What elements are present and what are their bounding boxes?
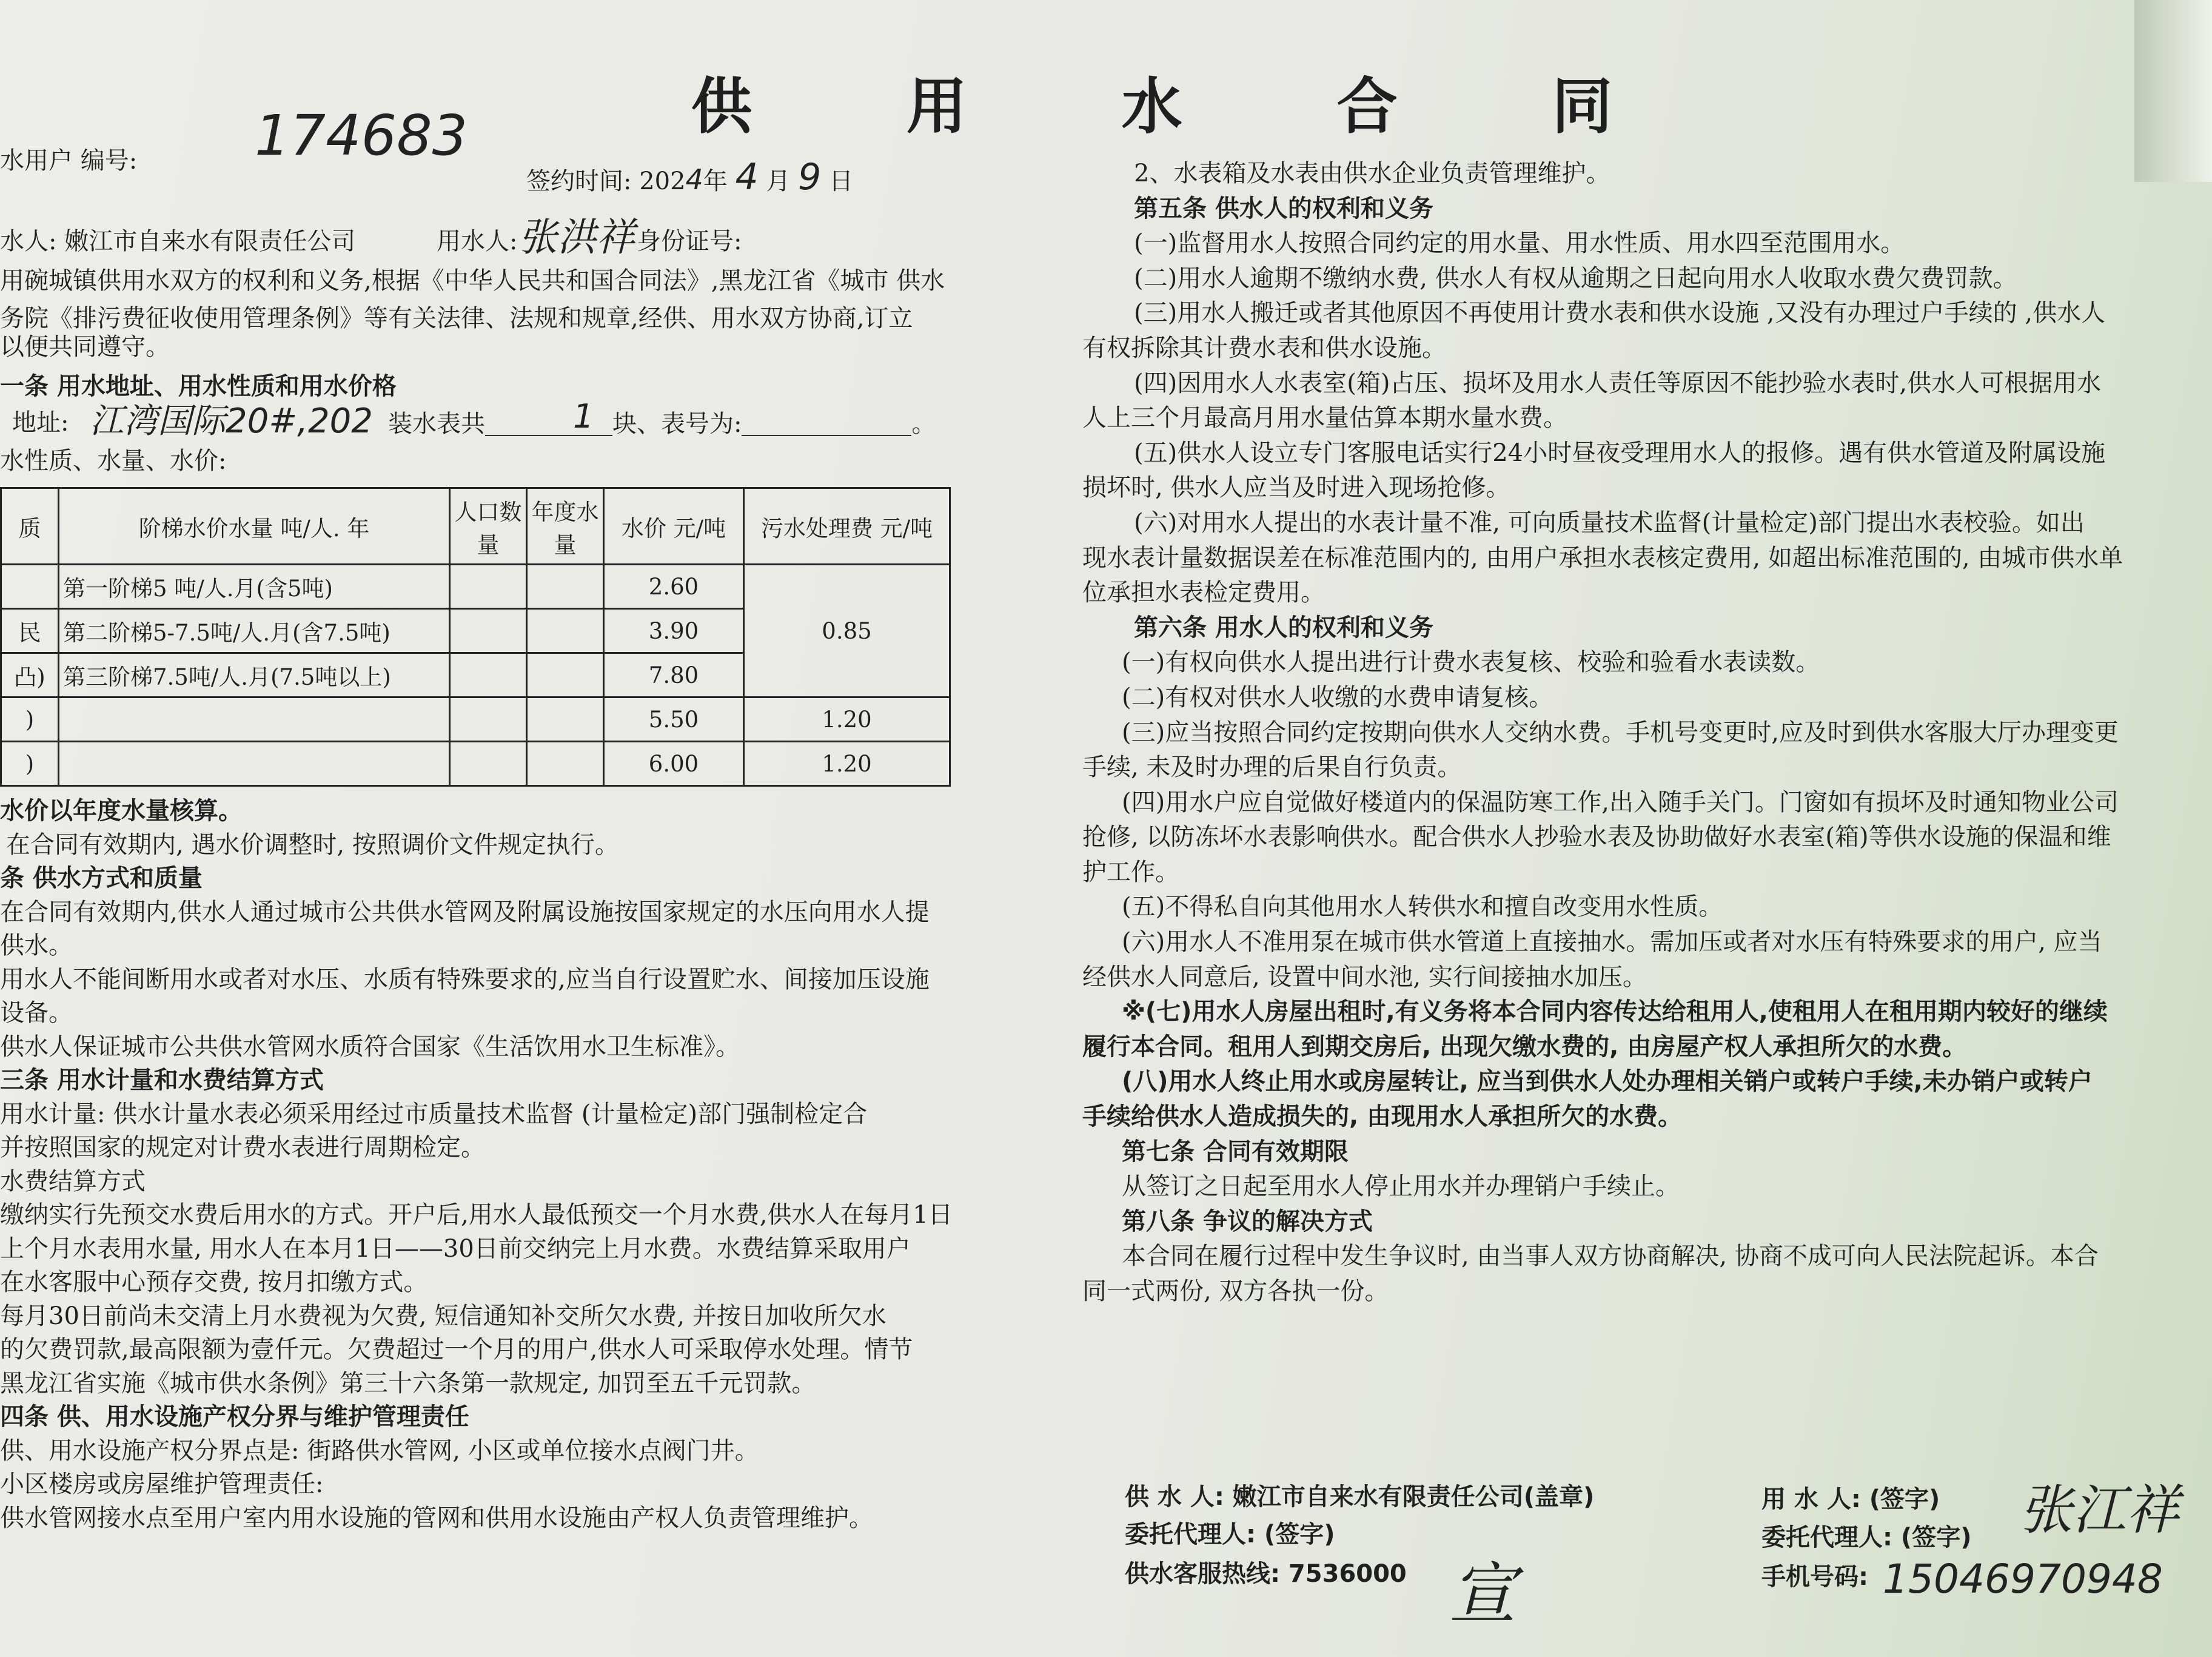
left-line: 并按照国家的规定对计费水表进行周期检定。 [0,1134,485,1161]
table-cell [527,565,604,609]
supplier-signature-label: 供 水 人: 嫩江市自来水有限责任公司(盖章) [1125,1483,1595,1511]
left-body [0,795,970,1535]
table-cell: 2.60 [604,565,744,609]
table-cell [59,697,450,742]
table-cell [450,653,527,697]
table-cell [527,697,604,742]
right-line: 履行本合同。租用人到期交房后, 出现欠缴水费的, 由房屋产权人承担所欠的水费。 [1082,1032,1967,1061]
user-name-handwritten: 张洪祥 [518,215,635,260]
right-line: 同一式两份, 双方各执一份。 [1082,1277,1389,1305]
right-line: (二)用水人逾期不缴纳水费, 供水人有权从逾期之日起向用水人收取水费欠费罚款。 [1134,264,2017,292]
page-curl [2134,0,2212,182]
right-line: 本合同在履行过程中发生争议时, 由当事人双方协商解决, 协商不成可向人民法院起诉。本合 [1122,1242,2099,1271]
meter-count-label: 装水表共 [388,410,485,438]
address-handwritten: 江湾国际20#,202 [90,402,373,441]
left-line: 四条 供、用水设施产权分界与维护管理责任 [0,1403,469,1431]
left-line: 每月30日前尚未交清上月水费视为欠费, 短信通知补交所欠水费, 并按日加收所欠水 [0,1302,886,1330]
right-line: 手续给供水人造成损失的, 由现用水人承担所欠的水费。 [1082,1103,1683,1131]
document-title: 供 用 水 合 同 [691,71,1680,142]
table-cell: 3.90 [604,609,744,653]
user-no-label: 水用户 编号: [0,147,138,175]
intro-line: 用碗城镇供用水双方的权利和义务,根据《中华人民共和国合同法》,黑龙江省《城市 供水 [0,267,945,295]
sign-year-hw: 4 [685,163,703,196]
right-line: 现水表计量数据误差在标准范围内的, 由用户承担水表核定费用, 如超出标准范围的, 由城市供水单 [1082,543,2123,572]
address-label: 地址: [12,409,69,437]
user-signature-handwritten: 张江祥 [2019,1479,2180,1541]
table-cell: 第三阶梯7.5吨/人.月(7.5吨以上) [59,653,450,697]
table-row [1,742,950,786]
article-1-title: 一条 用水地址、用水性质和用水价格 [0,372,397,400]
left-line: 缴纳实行先预交水费后用水的方式。开户后,用水人最低预交一个月水费,供水人在每月1日 [0,1201,953,1229]
table-cell [450,609,527,653]
address-end: 。 [911,410,936,438]
table-cell [450,565,527,609]
table-cell [1,565,59,609]
table-cell [59,742,450,786]
user-signature-label: 用 水 人: (签字) [1761,1485,1940,1513]
table-header-cell: 阶梯水价水量 吨/人. 年 [59,488,450,565]
right-line: (三)应当按照合同约定按期向供水人交纳水费。手机号变更时,应及时到供水客服大厅办理变更 [1122,718,2119,747]
table-cell: ) [1,697,59,742]
table-cell [450,742,527,786]
right-line: (三)用水人搬迁或者其他原因不再使用计费水表和供水设施 ,又没有办理过户手续的 ,供水人 [1134,299,2106,328]
id-label: 身份证号: [637,227,742,255]
right-line: (五)不得私自向其他用水人转供水和擅自改变用水性质。 [1122,893,1723,921]
table-header-cell: 年度水量 [527,488,604,565]
table-cell: 第一阶梯5 吨/人.月(含5吨) [59,565,450,609]
left-line: 用水计量: 供水计量水表必须采用经过市质量技术监督 (计量检定)部门强制检定合 [0,1100,868,1128]
table-cell: 1.20 [744,742,950,786]
table-header-cell: 人口数量 [450,488,527,565]
right-line: 损坏时, 供水人应当及时进入现场抢修。 [1082,474,1510,502]
sign-year-suffix: 年 [703,167,728,195]
sign-day-suffix: 日 [829,167,854,195]
left-line: 供、用水设施产权分界点是: 街路供水管网, 小区或单位接水点阀门井。 [0,1436,759,1465]
user-no-handwritten: 174683 [255,103,468,168]
right-line: ※(七)用水人房屋出租时,有义务将本合同内容传达给租用人,使租用人在租用期内较好的继续 [1122,998,2108,1026]
right-line: 位承担水表检定费用。 [1082,579,1325,607]
user-agent-label: 委托代理人: (签字) [1761,1524,1972,1551]
table-cell-sewage: 0.85 [744,565,950,697]
intro-line: 务院《排污费征收使用管理条例》等有关法律、法规和规章,经供、用水双方协商,订立 [0,304,913,332]
meter-no-blank [742,411,911,436]
left-line: 三条 用水计量和水费结算方式 [0,1066,324,1094]
table-header-row [1,488,950,565]
left-line: 黑龙江省实施《城市供水条例》第三十六条第一款规定, 加罚至五千元罚款。 [0,1369,816,1397]
right-line: (六)对用水人提出的水表计量不准, 可向质量技术监督(计量检定)部门提出水表校验。如出 [1134,508,2085,537]
table-cell: 1.20 [744,697,950,742]
water-rate-table [0,487,951,787]
right-line: 有权拆除其计费水表和供水设施。 [1082,334,1446,362]
left-line: 在水客服中心预存交费, 按月扣缴方式。 [0,1268,428,1296]
left-line: 供水人保证城市公共供水管网水质符合国家《生活饮用水卫生标准》。 [0,1032,740,1061]
right-line: (五)供水人设立专门客服电话实行24小时昼夜受理用水人的报修。遇有供水管道及附属设施 [1134,439,2106,467]
left-line: 设备。 [0,999,73,1027]
right-body [1082,156,2192,1309]
left-line: 在合同有效期内,供水人通过城市公共供水管网及附属设施按国家规定的水压向用水人提 [0,898,930,926]
table-cell: ) [1,742,59,786]
sign-month-suffix: 月 [766,167,791,195]
meter-unit-label: 块、表号为: [612,410,742,438]
right-line: 抢修, 以防冻坏水表影响供水。配合供水人抄验水表及协助做好水表室(箱)等供水设施的保温和维 [1082,823,2111,852]
left-line: 的欠费罚款,最高限额为壹仟元。欠费超过一个月的用户,供水人可采取停水处理。情节 [0,1336,913,1363]
left-line: 水费结算方式 [0,1167,146,1195]
sign-day-hw: 9 [798,156,822,198]
table-cell [527,653,604,697]
table-header-cell: 污水处理费 元/吨 [744,488,950,565]
phone-handwritten: 15046970948 [1883,1556,2163,1602]
left-line: 用水人不能间断用水或者对水压、水质有特殊要求的,应当自行设置贮水、间接加压设施 [0,965,930,993]
right-line: (二)有权对供水人收缴的水费申请复核。 [1122,683,1553,711]
table-cell: 第二阶梯5-7.5吨/人.月(含7.5吨) [59,609,450,653]
left-line: 水价以年度水量核算。 [0,797,243,825]
right-line: (一)有权向供水人提出进行计费水表复核、校验和验看水表读数。 [1122,648,1820,677]
right-line: 第七条 合同有效期限 [1122,1137,1349,1166]
hotline-label: 供水客服热线: 7536000 [1125,1560,1407,1588]
left-line: 在合同有效期内, 遇水价调整时, 按照调价文件规定执行。 [6,830,619,859]
user-label: 用水人: [437,227,518,255]
left-line: 供水管网接水点至用户室内用水设施的管网和供用水设施由产权人负责管理维护。 [0,1504,873,1532]
supplier-line: 水人: 嫩江市自来水有限责任公司 [0,227,356,255]
right-line: (四)因用水人水表室(箱)占压、损坏及用水人责任等原因不能抄验水表时,供水人可根据用水 [1134,369,2102,397]
phone-label: 手机号码: [1761,1563,1868,1591]
right-line: (六)用水人不准用泵在城市供水管道上直接抽水。需加压或者对水压有特殊要求的用户, 应当 [1122,928,2102,956]
meter-label [388,411,936,436]
sign-date [526,156,854,198]
table-header-cell: 质 [1,488,59,565]
right-line: 2、水表箱及水表由供水企业负责管理维护。 [1134,160,1610,187]
right-line: 第八条 争议的解决方式 [1122,1207,1373,1235]
table-header-cell: 水价 元/吨 [604,488,744,565]
right-line: 手续, 未及时办理的后果自行负责。 [1082,753,1462,782]
table-cell [527,742,604,786]
right-line: (四)用水户应自觉做好楼道内的保温防寒工作,出入随手关门。门窗如有损坏及时通知物业公司 [1122,788,2119,816]
right-line: 人上三个月最高月用水量估算本期水量水费。 [1082,404,1567,432]
right-line: 护工作。 [1082,858,1179,886]
supplier-mark-handwritten: 宣 [1449,1555,1516,1633]
table-cell [527,609,604,653]
meter-count-handwritten: 1 [573,397,594,435]
table-cell: 6.00 [604,742,744,786]
table-cell: 凸) [1,653,59,697]
sign-date-label: 签约时间: 202 [526,167,686,195]
right-line: (一)监督用水人按照合同约定的用水量、用水性质、用水四至范围用水。 [1134,229,1905,258]
table-cell: 7.80 [604,653,744,697]
right-line: 经供水人同意后, 设置中间水池, 实行间接抽水加压。 [1082,963,1647,991]
table-cell: 5.50 [604,697,744,742]
left-line: 条 供水方式和质量 [0,864,203,892]
table-row [1,697,950,742]
right-line: 第六条 用水人的权利和义务 [1134,613,1433,642]
left-line: 小区楼房或房屋维护管理责任: [0,1470,324,1498]
table-row [1,565,950,609]
table-cell: 民 [1,609,59,653]
nature-line: 水性质、水量、水价: [0,447,227,475]
right-line: 第五条 供水人的权利和义务 [1134,194,1433,223]
left-line: 供水。 [0,932,73,960]
supplier-agent-label: 委托代理人: (签字) [1125,1521,1335,1548]
left-line: 上个月水表用水量, 用水人在本月1日——30日前交纳完上月水费。水费结算采取用户 [0,1234,911,1263]
right-line: (八)用水人终止用水或房屋转让, 应当到供水人处办理相关销户或转户手续,未办销户或转户 [1122,1067,2093,1096]
sign-month-hw: 4 [735,156,759,198]
table-cell [450,697,527,742]
intro-line: 以便共同遵守。 [0,333,170,361]
right-line: 从签订之日起至用水人停止用水并办理销户手续止。 [1122,1172,1680,1201]
address-line [12,411,69,435]
